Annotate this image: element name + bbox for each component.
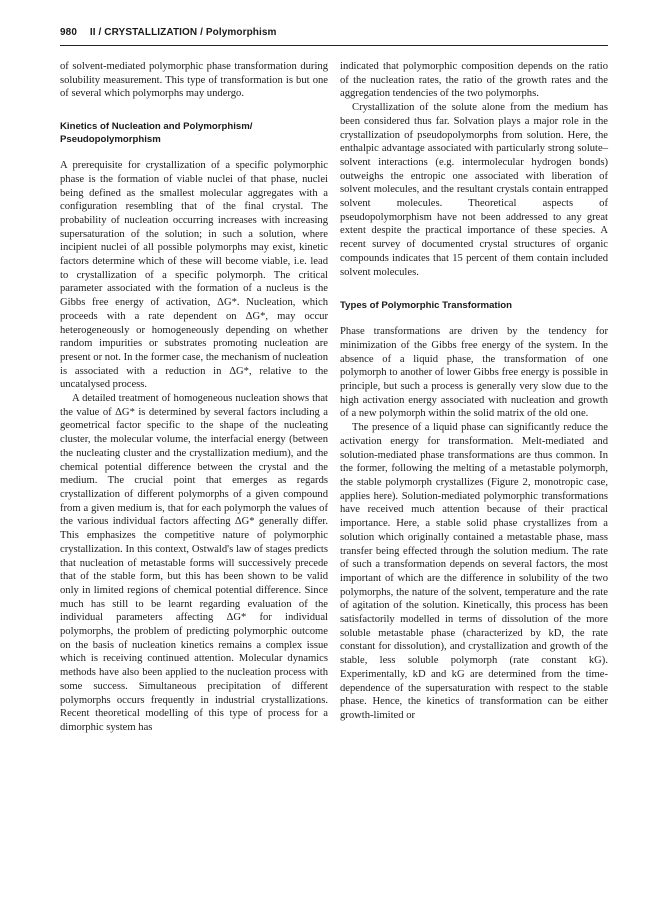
section-heading-kinetics: Kinetics of Nucleation and Polymorphism/ Pseudopolymorphism [60,121,253,146]
section-title: II / CRYSTALLIZATION / Polymorphism [89,27,277,38]
page-number: 980 [60,27,77,38]
paragraph: of solvent-mediated polymorphic phase transformation during solubility measurement. This type of transformation is but one of several which polymorphs may undergo. [60,61,328,100]
paragraph: A detailed treatment of homogeneous nucleation shows that the value of ΔG* is determined by several factors including a geometrical factor specific to the shape of the nucleating cluster, the molecular volume, the interfacial energy (between the nucleating cluster and the crystallization medium), and the chemical potential difference between the crystal and the medium. The crucial point that emerges as regards crystallization of different polymorphs of a given compound from a given medium is, that for each polymorph the values of the various individual factors affecting ΔG* generally differ. This emphasizes the competitive nature of polymorphic crystallization. In this context, Ostwald's law of stages predicts that nucleation of metastable forms will successively precede that of the stable form, but this has been shown to be valid only in limited regions of chemical potential difference. Since much has still to be learnt regarding evaluation of the individual parameters affecting ΔG* for individual polymorphs, the problem of predicting polymorphic outcome on the basis of nucleation kinetics remains a complex issue which is receiving continued attention. Molecular dynamics methods have also been applied to the nucleation process with some success. Simultaneous precipitation of different polymorphs occurs frequently in industrial crystallizations. Recent theoretical modelling of this type of process for a dimorphic system has [60,393,328,733]
paragraph: Crystallization of the solute alone from the medium has been considered thus far. Solvation plays a major role in the crystallization of pseudopolymorphs from solution. Here, the enthalpic advantage associated with particularly strong solute–solvent interactions (e.g. intermolecular hydrogen bonds) outweighs the entropic one associated with liberation of solvent molecules, and the resultant crystals contain entrapped solvent molecules. Theoretical aspects of pseudopolymorphism have not been addressed to any great extent despite the practical importance of these species. A recent survey of documented crystal structures of organic compounds indicates that 15 percent of them contain included solvent molecules. [340,102,608,278]
paragraph: Phase transformations are driven by the tendency for minimization of the Gibbs free energy of the system. In the absence of a liquid phase, the transformation of one polymorph to another of lower Gibbs free energy is possible in principle, but such a process is generally very slow due to the high activation energy associated with nucleation and growth of a new polymorph within the solid matrix of the old one. [340,326,608,420]
paragraph: indicated that polymorphic composition depends on the ratio of the nucleation rates, the ratio of the growth rates and the aggregation tendencies of the two polymorphs. [340,61,608,100]
right-column [340,60,608,723]
paragraph: The presence of a liquid phase can significantly reduce the activation energy for transformation. Melt-mediated and solution-mediated phase transformations are thus common. In the former, following the melting of a metastable polymorph, the stable polymorph crystallizes (Figure 2, monotropic case, applies here). Solution-mediated polymorphic transformations have received much attention because of their practical importance. Here, a stable solid phase crystallizes from a solution which originally contained a metastable phase, mass transfer being effected through the solution medium. The rate of such a transformation depends on several factors, the most important of which are the difference in solubility of the two polymorphs, the nature of the solvent, temperature and the rate of agitation of the solution. Kinetically, this process has been satisfactorily modelled in terms of dissolution of the more soluble metastable phase (characterized by kD, the rate constant for dissolution), and crystallization and growth of the stable, less soluble polymorph (rate constant kG). Experimentally, kD and kG are determined from the time-dependence of the supersaturation with respect to the stable phase. Hence, the kinetics of transformation can be either growth-limited or [340,422,608,721]
left-column [60,60,328,735]
paragraph: A prerequisite for crystallization of a specific polymorphic phase is the formation of viable nuclei of that phase, nuclei being defined as the smallest molecular aggregates with a configuration resembling that of the final crystal. The probability of nucleation occurring increases with increasing supersaturation of the solution; in such a solution, where incipient nuclei of all possible polymorphs may exist, kinetic factors determine which of these will become viable, i.e. lead to crystallization of a specific polymorph. The critical parameter associated with the formation of a nucleus is the Gibbs free energy of activation, ΔG*. Nucleation, which proceeds with a rate dependent on ΔG*, may occur heterogeneously or homogeneously depending on whether random impurities or substrates promoting nucleation are present or not. In the former case, the mechanism of nucleation is associated with a reduction in ΔG*, relative to the uncatalysed process. [60,160,328,391]
section-heading-transformation: Types of Polymorphic Transformation [340,300,513,312]
running-head [60,27,608,47]
header-rule [60,45,608,46]
